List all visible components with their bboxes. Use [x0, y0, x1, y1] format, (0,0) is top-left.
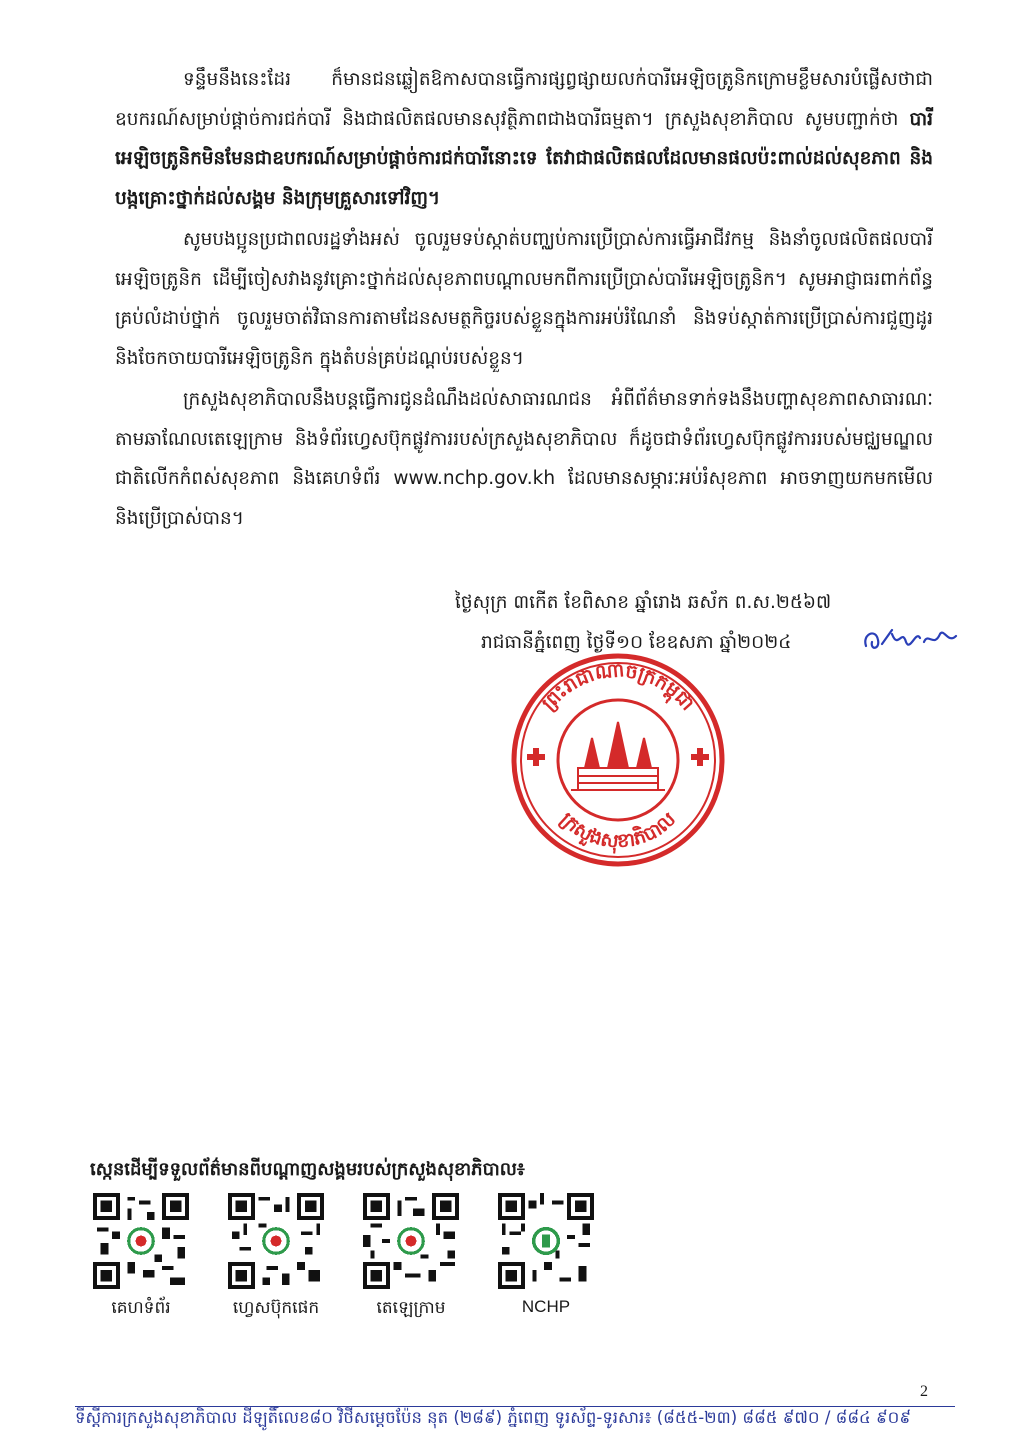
page-number: 2 [920, 1383, 928, 1400]
red-cross-icon-right [691, 748, 709, 766]
footer-address: ទីស្តីការក្រសួងសុខាភិបាល ដីឡូតិ៍លេខ៨០ វិថីសម្តេចប៉ែន នុត (២៨៩) ភ្នំពេញ ទូរស័ព្ទ-ទូរសារ៖ (៨៥៥-២៣) ៨៨៥ ៩៧០ / ៨៨៤ ៩០៩ [75, 1408, 912, 1427]
temple-icon [571, 722, 665, 790]
qr-label-telegram: តេឡេក្រាម [376, 1298, 446, 1318]
qr-code-icon [93, 1193, 189, 1289]
paragraph-1 [115, 60, 933, 218]
qr-website[interactable] [85, 1193, 197, 1322]
paragraph-2-text: សូមបងប្អូនប្រជាពលរដ្ឋទាំងអស់ ចូលរួមទប់ស្កាត់បញ្ឈប់ការប្រើប្រាស់ការធ្វើអាជីវកម្ម និងនាំចូលផលិតផលបារីអេឡិចត្រូនិក ដើម្បីចៀសវាងនូវគ្រោះថ្នាក់ដល់សុខភាពបណ្តាលមកពីការប្រើប្រាស់បារីអេឡិចត្រូនិក។ សូមអាជ្ញាធរពាក់ព័ន្ធគ្រប់លំដាប់ថ្នាក់ ចូលរួមចាត់វិធានការតាមដែនសមត្ថកិច្ចរបស់ខ្លួនក្នុងការអប់រំណែនាំ និងទប់ស្កាត់ការប្រើប្រាស់ការជួញដូរ និងចែកចាយបារីអេឡិចត្រូនិក ក្នុងតំបន់គ្រប់ដណ្តប់របស់ខ្លួន។ [115, 229, 933, 369]
qr-code-icon [363, 1193, 459, 1289]
seal-top-text: ព្រះរាជាណាចក្រកម្ពុជា [537, 659, 699, 715]
qr-section-heading: ស្កេនដើម្បីទទួលព័ត៌មានពីបណ្តាញសង្គមរបស់ក្រសួងសុខាភិបាល៖ [90, 1159, 525, 1180]
paragraph-1-emphasis: បារីអេឡិចត្រូនិកមិនមែនជាឧបករណ៍សម្រាប់ផ្តាច់ការជក់បារីនោះទេ តែវាជាផលិតផលដែលមានផលប៉ះពាល់ដល់សុខភាព និងបង្កគ្រោះថ្នាក់ដល់សង្គម និងក្រុមគ្រួសារទៅវិញ។ [115, 108, 933, 209]
seal-bottom-text: ក្រសួងសុខាភិបាល [555, 808, 681, 853]
paragraph-2 [115, 220, 933, 378]
qr-label-nchp: NCHP [521, 1297, 571, 1316]
letter-body [115, 60, 933, 540]
qr-code-row [85, 1193, 645, 1343]
solar-date: រាជធានីភ្នំពេញ ថ្ងៃទី១០ ខែឧសភា ឆ្នាំ២០២៤ [481, 632, 792, 653]
paragraph-3 [115, 380, 933, 538]
signature [858, 620, 968, 660]
ministry-seal [505, 650, 731, 870]
qr-telegram[interactable] [355, 1193, 467, 1322]
qr-label-website: គេហទំព័រ [111, 1298, 171, 1318]
red-cross-icon-left [527, 748, 545, 766]
qr-label-facebook: ហ្វេសប៊ុកផេក [232, 1298, 320, 1318]
qr-code-icon [228, 1193, 324, 1289]
paragraph-1-text: ទន្ទឹមនឹងនេះដែរ ក៏មានជនឆ្លៀតឱកាសបានធ្វើការផ្សព្វផ្សាយលក់បារីអេឡិចត្រូនិកក្រោមខ្លឹមសារបំផ្លើសថាជាឧបករណ៍សម្រាប់ផ្តាច់ការជក់បារី និងជាផលិតផលមានសុវត្ថិភាពជាងបារីធម្មតា។ ក្រសួងសុខាភិបាល សូមបញ្ជាក់ថា [115, 69, 933, 130]
qr-facebook[interactable] [220, 1193, 332, 1322]
footer-divider [75, 1406, 955, 1407]
qr-code-icon [498, 1193, 594, 1289]
paragraph-3-text: ក្រសួងសុខាភិបាលនឹងបន្តធ្វើការជូនដំណឹងដល់សាធារណជន អំពីព័ត៌មានទាក់ទងនឹងបញ្ហាសុខភាពសាធារណៈ តាមឆាណែលតេឡេក្រាម និងទំព័រហ្វេសប៊ុកផ្លូវការរបស់ក្រសួងសុខាភិបាល ក៏ដូចជាទំព័រហ្វេសប៊ុកផ្លូវការរបស់មជ្ឈមណ្ឌលជាតិលើកកំពស់សុខភាព និងគេហទំព័រ www.nchp.gov.kh ដែលមានសម្ភារៈអប់រំសុខភាព អាចទាញយកមកមើល និងប្រើប្រាស់បាន។ [115, 389, 933, 529]
qr-nchp[interactable] [490, 1193, 602, 1317]
lunar-date: ថ្ងៃសុក្រ ៣កើត ខែពិសាខ ឆ្នាំរោង ឆស័ក ព.ស.២៥៦៧ [455, 592, 832, 613]
svg-text:ព្រះរាជាណាចក្រកម្ពុជា [538, 659, 699, 715]
